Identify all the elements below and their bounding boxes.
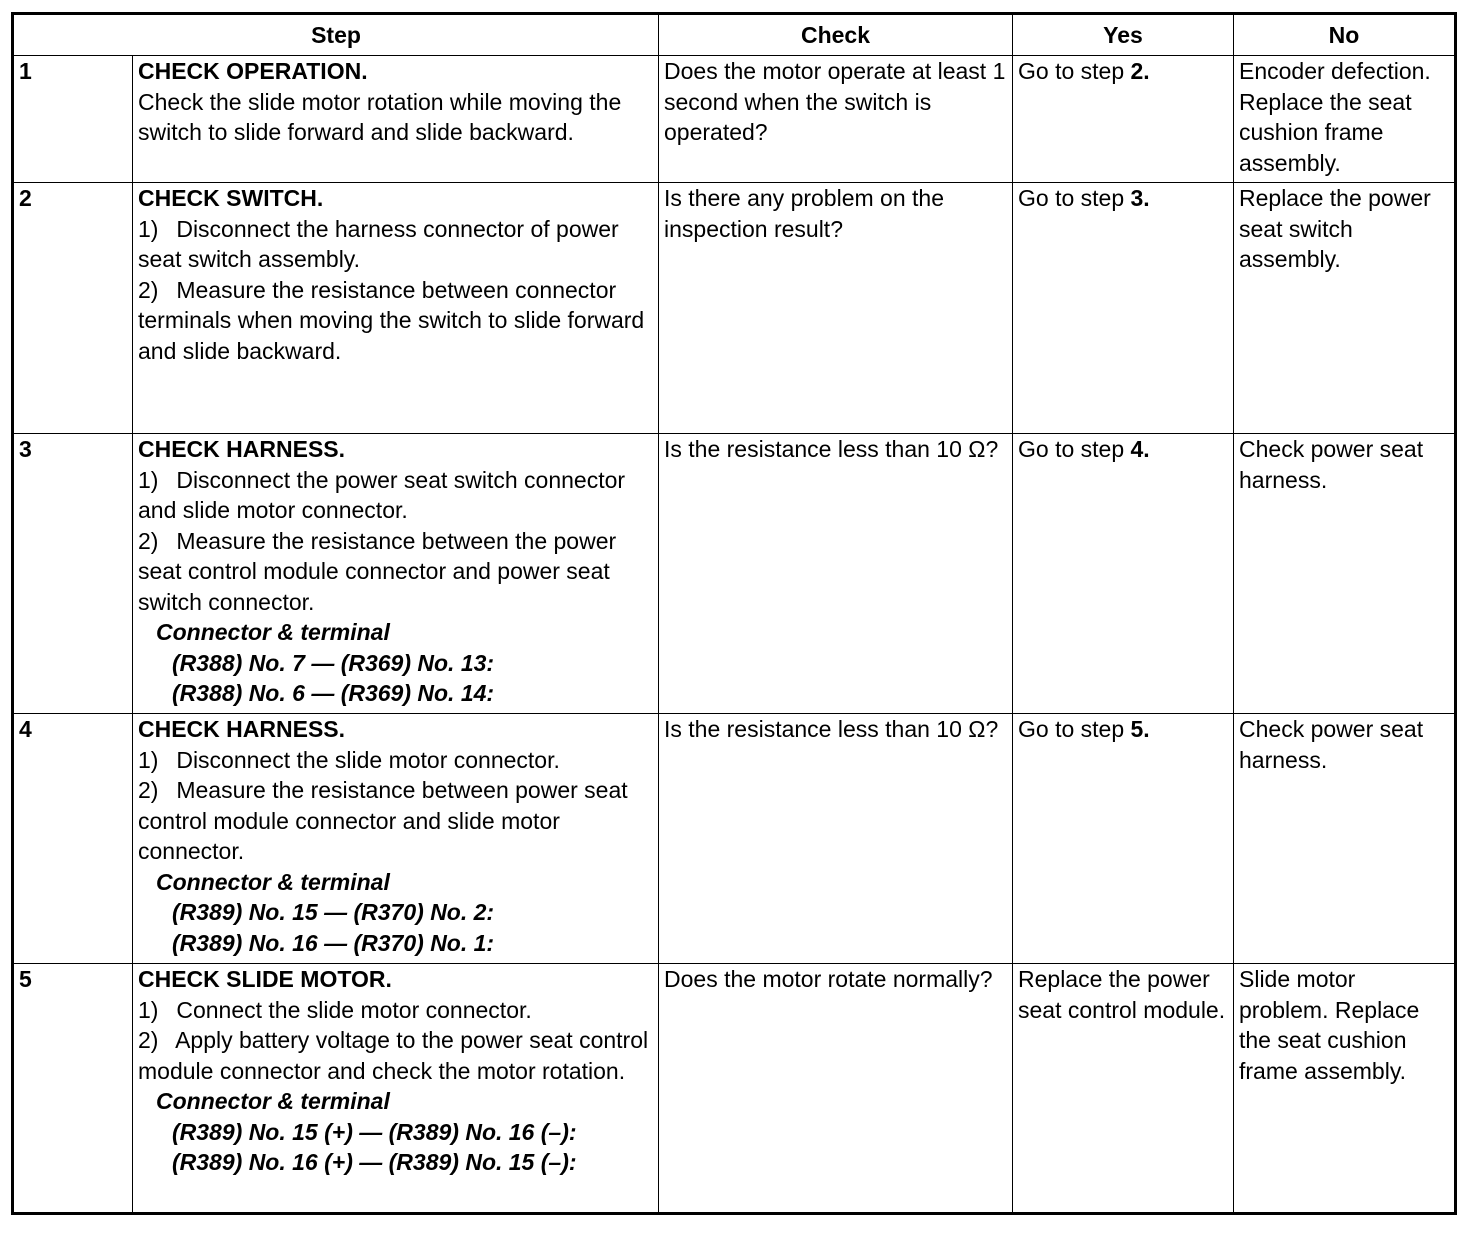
step-title: CHECK HARNESS. [138, 716, 346, 742]
yes-goto-text: Go to step [1018, 185, 1131, 211]
yes-step-reference: 2. [1130, 58, 1150, 84]
step-title: CHECK OPERATION. [138, 58, 368, 84]
connector-terminal-item: (R388) No. 6 — (R369) No. 14: [172, 680, 495, 706]
table-row [13, 964, 1456, 1214]
table-row [13, 434, 1456, 714]
step-instruction: 2) Measure the resistance between connector terminals when moving the switch to slide forward and slide backward. [138, 276, 645, 364]
table-row [13, 183, 1456, 434]
yes-step-reference: 3. [1130, 185, 1150, 211]
step-instruction: 1) Disconnect the slide motor connector. [138, 746, 560, 773]
diagnostic-table [11, 12, 1457, 1215]
table-row [13, 714, 1456, 964]
connector-terminal-item: (R389) No. 15 (+) — (R389) No. 16 (–): [172, 1118, 577, 1145]
step-cell [133, 434, 659, 714]
step-instruction: Check the slide motor rotation while moving the switch to slide forward and slide backward. [138, 88, 622, 145]
no-cell: Slide motor problem. Replace the seat cushion frame assembly. [1234, 964, 1456, 1214]
yes-cell [1013, 714, 1234, 964]
step-cell [133, 183, 659, 434]
step-instruction: 2) Measure the resistance between power seat control module connector and slide motor connector. [138, 777, 628, 864]
step-instruction: 1) Disconnect the power seat switch connector and slide motor connector. [138, 466, 626, 523]
connector-terminal-item: (R389) No. 16 — (R370) No. 1: [172, 929, 495, 956]
step-title: CHECK HARNESS. [138, 436, 346, 462]
connector-terminal-label: Connector & terminal [156, 868, 390, 895]
yes-cell [1013, 56, 1234, 183]
header-yes: Yes [1013, 14, 1234, 56]
yes-cell [1013, 964, 1234, 1214]
yes-cell [1013, 183, 1234, 434]
step-instruction: 2) Apply battery voltage to the power seat control module connector and check the motor rotation. [138, 1027, 649, 1084]
connector-terminal-label: Connector & terminal [156, 1088, 390, 1114]
yes-action-text: Replace the power seat control module. [1018, 966, 1226, 1023]
no-cell: Check power seat harness. [1234, 714, 1456, 964]
step-cell [133, 56, 659, 183]
no-cell: Replace the power seat switch assembly. [1234, 183, 1456, 434]
connector-terminal-label: Connector & terminal [156, 619, 390, 645]
step-cell [133, 714, 659, 964]
header-row [13, 14, 1456, 56]
no-cell: Check power seat harness. [1234, 434, 1456, 714]
step-instruction: 1) Disconnect the harness connector of power seat switch assembly. [138, 215, 619, 272]
connector-terminal-item: (R388) No. 7 — (R369) No. 13: [172, 649, 495, 676]
table-row [13, 56, 1456, 183]
check-cell: Is there any problem on the inspection result? [659, 183, 1013, 434]
step-instruction: 1) Connect the slide motor connector. [138, 996, 532, 1023]
yes-step-reference: 4. [1130, 436, 1150, 462]
yes-step-reference: 5. [1130, 716, 1150, 742]
step-number: 3 [13, 434, 133, 714]
yes-cell [1013, 434, 1234, 714]
yes-goto-text: Go to step [1018, 58, 1131, 84]
step-instruction: 2) Measure the resistance between the power seat control module connector and power seat switch connector. [138, 527, 617, 615]
step-cell [133, 964, 659, 1214]
check-cell: Is the resistance less than 10 Ω? [659, 434, 1013, 714]
no-cell: Encoder defection. Replace the seat cushion frame assembly. [1234, 56, 1456, 183]
step-number: 2 [13, 183, 133, 434]
check-cell: Does the motor operate at least 1 second when the switch is operated? [659, 56, 1013, 183]
step-number: 5 [13, 964, 133, 1214]
yes-goto-text: Go to step [1018, 716, 1131, 742]
step-number: 4 [13, 714, 133, 964]
header-no: No [1234, 14, 1456, 56]
check-cell: Does the motor rotate normally? [659, 964, 1013, 1214]
step-number: 1 [13, 56, 133, 183]
yes-goto-text: Go to step [1018, 436, 1131, 462]
step-title: CHECK SLIDE MOTOR. [138, 966, 392, 992]
connector-terminal-item: (R389) No. 16 (+) — (R389) No. 15 (–): [172, 1149, 577, 1175]
header-check: Check [659, 14, 1013, 56]
check-cell: Is the resistance less than 10 Ω? [659, 714, 1013, 964]
connector-terminal-item: (R389) No. 15 — (R370) No. 2: [172, 899, 495, 925]
header-step: Step [13, 14, 659, 56]
step-title: CHECK SWITCH. [138, 185, 324, 211]
